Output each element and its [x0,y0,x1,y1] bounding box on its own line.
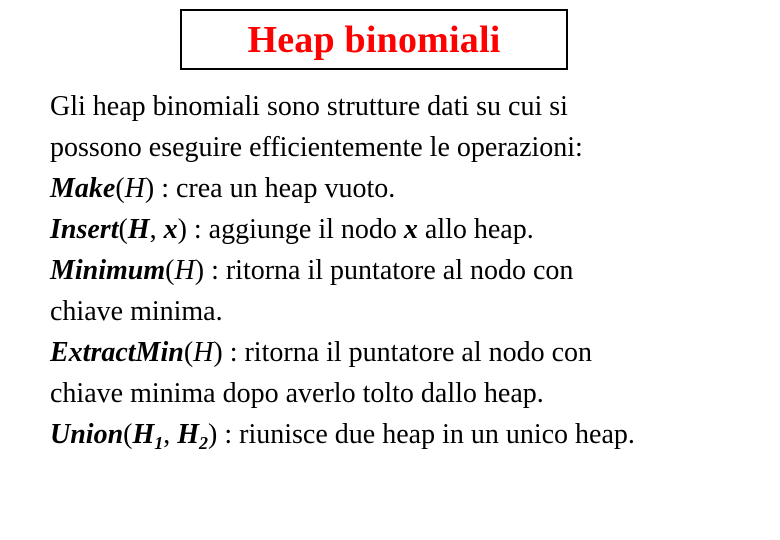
insert-op: Insert [50,214,119,245]
extract-line-2: chiave minima dopo averlo tolto dallo heap. [50,378,544,409]
minimum-rp: ) [194,255,205,286]
minimum-arg: H [174,255,195,286]
insert-arg1: H [127,214,150,245]
union-sub1: 1 [154,433,164,453]
make-arg: H [124,173,145,204]
extract-op: ExtractMin [50,337,184,368]
slide-body [50,86,770,455]
insert-x: x [403,214,418,245]
minimum-line-1 [50,250,770,291]
insert-desc-2: allo heap. [417,214,534,245]
extract-line-1 [50,332,770,373]
make-line [50,168,770,209]
extract-rp: ) [213,337,223,368]
title-box [180,9,568,70]
union-arg1: H [132,419,155,450]
extract-desc-1: : ritorna il puntatore al nodo con [222,337,593,368]
union-op: Union [50,419,124,450]
union-sub2: 2 [199,433,209,453]
insert-sep: , [149,214,164,245]
union-sep: , [163,419,178,450]
union-arg2: H [177,419,200,450]
minimum-line-2: chiave minima. [50,296,223,327]
union-line [50,414,770,455]
intro-line-2: possono eseguire efficientemente le operazioni: [50,132,583,163]
insert-lp: ( [118,214,128,245]
minimum-lp: ( [165,255,175,286]
make-rp: ) [144,173,155,204]
insert-desc-1: : aggiunge il nodo [186,214,404,245]
make-lp: ( [115,173,125,204]
union-desc: : riunisce due heap in un unico heap. [217,419,635,450]
make-op: Make [50,173,116,204]
page-title: Heap binomiali [247,18,501,61]
union-rp: ) [208,419,218,450]
insert-arg2: x [163,214,178,245]
extract-arg: H [193,337,214,368]
make-desc: : crea un heap vuoto. [154,173,396,204]
intro-line-1: Gli heap binomiali sono strutture dati su cui si [50,91,568,122]
insert-line [50,209,770,250]
union-lp: ( [123,419,133,450]
insert-rp: ) [177,214,187,245]
minimum-op: Minimum [50,255,166,286]
extract-lp: ( [183,337,194,368]
minimum-desc-1: : ritorna il puntatore al nodo con [204,255,574,286]
